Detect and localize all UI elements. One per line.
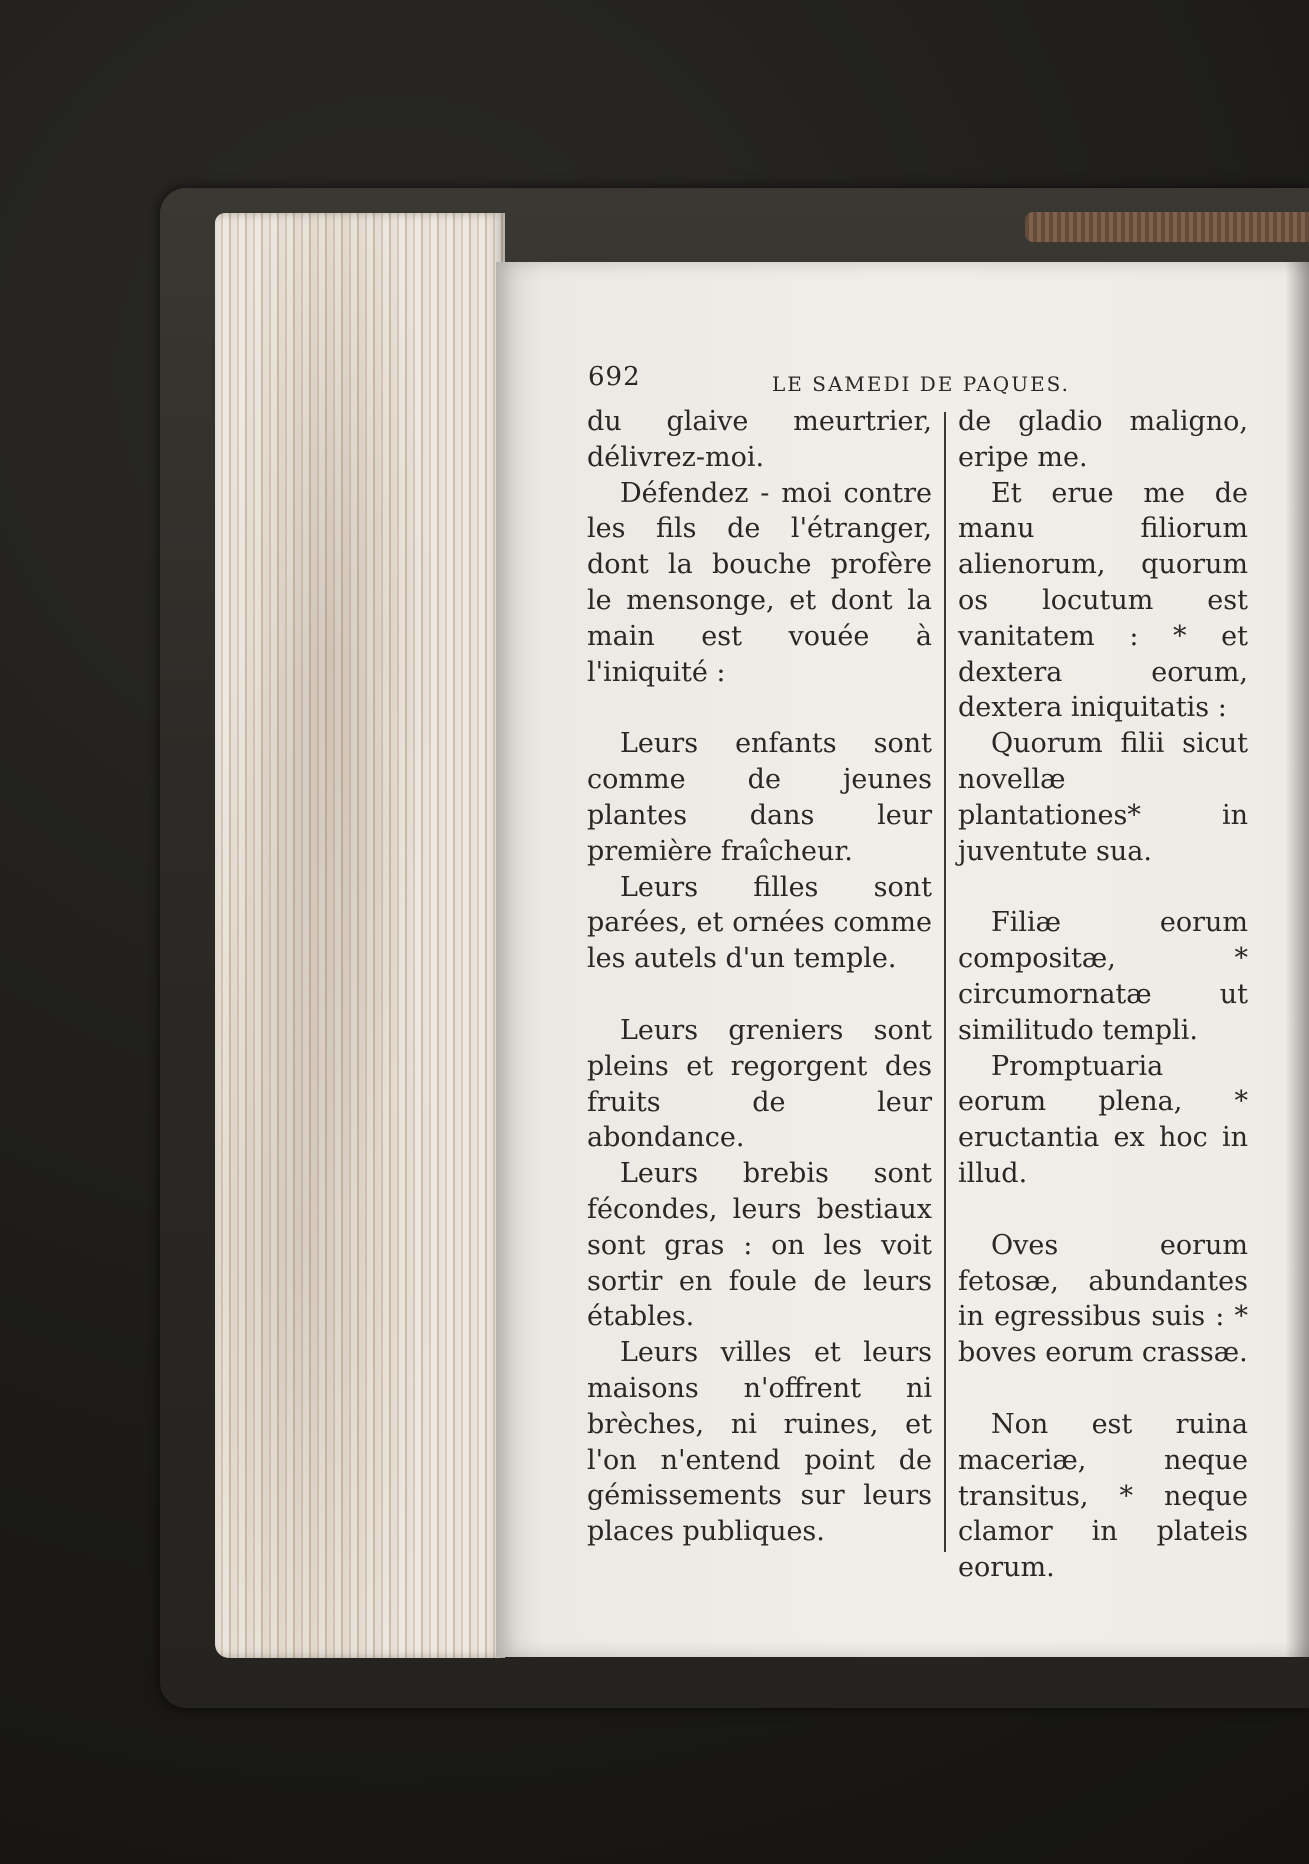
french-paragraph: Leurs greniers sont pleins et regorgent des fruits de leur abondance. [587, 1014, 932, 1154]
spine-shadow [1285, 262, 1309, 1657]
french-paragraph: Leurs villes et leurs maisons n'offrent ni brèches, ni ruines, et l'on n'entend point de gémissements sur leurs places publiques. [587, 1337, 932, 1548]
page-edges [215, 213, 505, 1658]
latin-paragraph: Non est ruina maceriæ, neque transitus, * neque clamor in plateis eorum. [958, 1408, 1248, 1584]
page-number: 692 [588, 362, 641, 392]
french-column [587, 404, 932, 1550]
french-paragraph: Leurs filles sont parées, et ornées comme les autels d'un temple. [587, 871, 932, 975]
latin-paragraph: Promptuaria eorum plena, * eructantia ex hoc in illud. [958, 1050, 1248, 1189]
latin-paragraph: Quorum filii sicut novellæ plantationes* in juventute sua. [958, 728, 1248, 867]
latin-paragraph: Oves eorum fetosæ, abundantes in egressibus suis : * boves eorum crassæ. [958, 1229, 1248, 1369]
latin-paragraph: de gladio maligno, eripe me. [958, 406, 1248, 473]
latin-paragraph: Et erue me de manu filiorum alienorum, quorum os locutum est vanitatem : * et dextera eorum, dextera iniquitatis : [958, 477, 1248, 724]
french-paragraph: Défendez - moi contre les fils de l'étranger, dont la bouche profère le mensonge, et dont la main est vouée à l'iniquité : [587, 477, 932, 688]
running-head: LE SAMEDI DE PAQUES. [772, 372, 1071, 396]
latin-paragraph: Filiæ eorum compositæ, * circumornatæ ut similitudo templi. [958, 907, 1248, 1046]
french-paragraph: Leurs enfants sont comme de jeunes plantes dans leur première fraîcheur. [587, 728, 932, 867]
french-paragraph: du glaive meurtrier, délivrez-moi. [587, 406, 932, 473]
latin-column [958, 404, 1248, 1586]
book-headband [1025, 212, 1309, 242]
column-divider [944, 412, 946, 1552]
french-paragraph: Leurs brebis sont fécondes, leurs bestiaux sont gras : on les voit sortir en foule de leurs étables. [587, 1158, 932, 1333]
